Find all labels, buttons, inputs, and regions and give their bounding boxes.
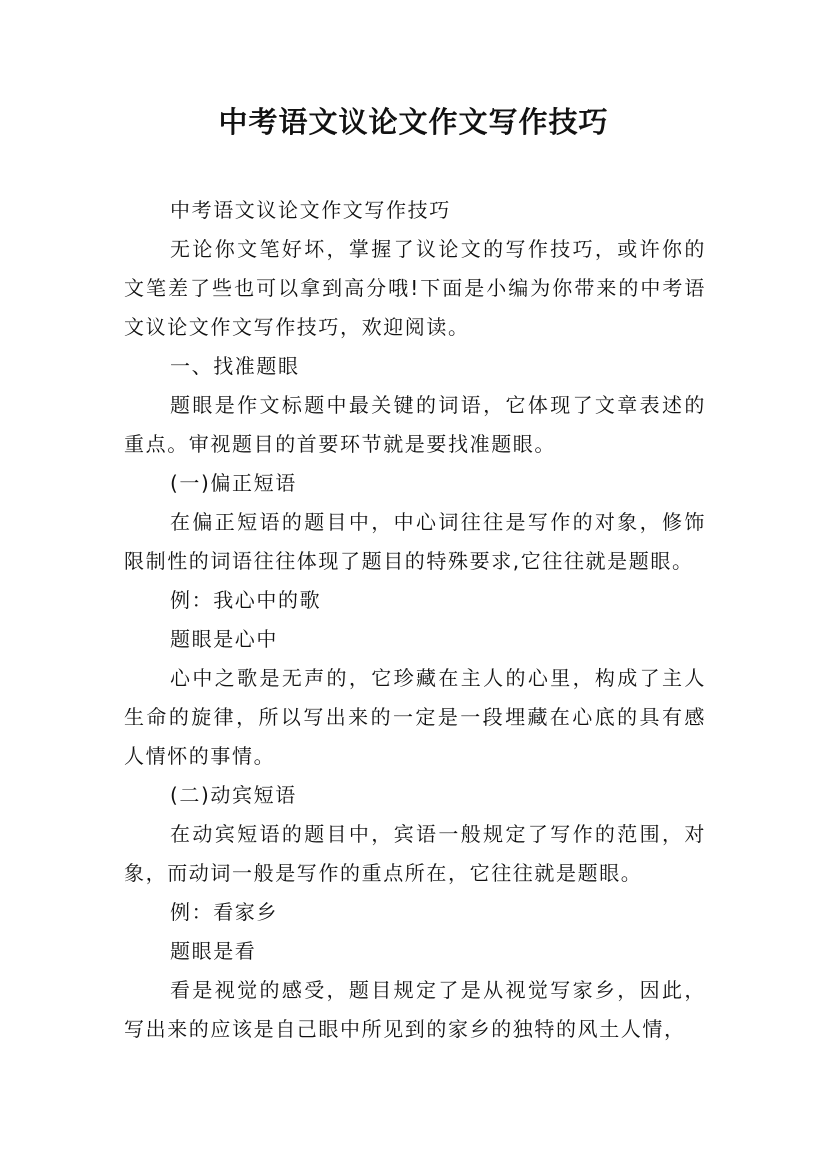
paragraph: 在动宾短语的题目中，宾语一般规定了写作的范围，对象，而动词一般是写作的重点所在，它往往就是题眼。 (124, 822, 706, 885)
paragraph: 看是视觉的感受，题目规定了是从视觉写家乡，因此，写出来的应该是自己眼中所见到的家乡的独特的风土人情， (124, 978, 706, 1041)
subsection-heading: (二)动宾短语 (170, 783, 297, 807)
section-heading: 一、找准题眼 (170, 354, 300, 378)
paragraph: 无论你文笔好坏，掌握了议论文的写作技巧，或许你的文笔差了些也可以拿到高分哦!下面是小编为你带来的中考语文议论文作文写作技巧，欢迎阅读。 (124, 237, 706, 339)
subsection-heading: (一)偏正短语 (170, 471, 297, 495)
paragraph: 心中之歌是无声的，它珍藏在主人的心里，构成了主人生命的旋律，所以写出来的一定是一段埋藏在心底的具有感人情怀的事情。 (124, 666, 706, 768)
document-body (124, 191, 706, 1049)
document-title: 中考语文议论文作文写作技巧 (218, 105, 609, 139)
example-line: 例：看家乡 (170, 900, 278, 924)
paragraph: 中考语文议论文作文写作技巧 (170, 198, 451, 222)
paragraph: 题眼是作文标题中最关键的词语，它体现了文章表述的重点。审视题目的首要环节就是要找准题眼。 (124, 393, 706, 456)
paragraph: 在偏正短语的题目中，中心词往往是写作的对象，修饰限制性的词语往往体现了题目的特殊要求,它往往就是题眼。 (124, 510, 706, 573)
paragraph: 题眼是心中 (170, 627, 278, 651)
paragraph: 题眼是看 (170, 939, 257, 963)
example-line: 例：我心中的歌 (170, 588, 322, 612)
